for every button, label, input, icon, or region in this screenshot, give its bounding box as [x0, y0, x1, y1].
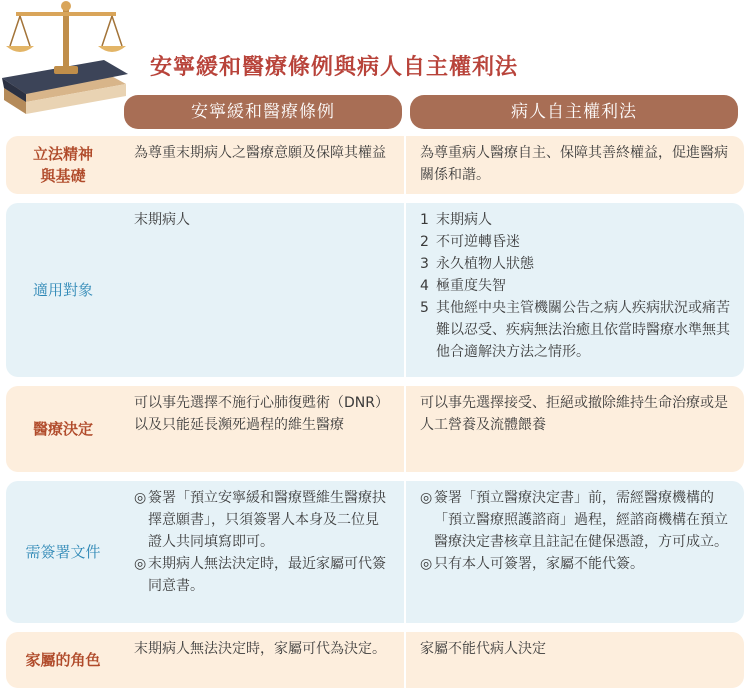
column-header-patient-autonomy-act: 病人自主權利法 — [410, 95, 738, 129]
list-item: ◎ 簽署「預立安寧緩和醫療暨維生醫療抉擇意願書」，只須簽署人本身及二位見證人共同填寫即可。 — [134, 490, 386, 550]
row-label-legislative-spirit: 立法精神 與基礎 — [6, 136, 120, 194]
list-item: 3 永久植物人狀態 — [420, 256, 534, 272]
page-title: 安寧緩和醫療條例與病人自主權利法 — [150, 55, 519, 80]
list-item: 4 極重度失智 — [420, 278, 506, 294]
cell-autonomy-medical-decision: 可以事先選擇接受、拒絕或撤除維持生命治療或是人工營養及流體餵養 — [406, 386, 744, 472]
cell-autonomy-applicable-subjects — [406, 203, 744, 377]
cell-hospice-legislative-spirit: 為尊重末期病人之醫療意願及保障其權益 — [120, 136, 404, 194]
list-item: ◎ 只有本人可簽署，家屬不能代簽。 — [420, 556, 644, 572]
row-label-required-documents: 需簽署文件 — [6, 481, 120, 623]
cell-hospice-required-documents — [120, 481, 404, 623]
cell-hospice-medical-decision: 可以事先選擇不施行心肺復甦術（DNR）以及只能延長瀕死過程的維生醫療 — [120, 386, 404, 472]
cell-hospice-applicable-subjects: 末期病人 — [120, 203, 404, 377]
cell-hospice-family-role: 末期病人無法決定時，家屬可代為決定。 — [120, 632, 404, 688]
list-item: 5 其他經中央主管機關公告之病人疾病狀況或痛苦難以忍受、疾病無法治癒且依當時醫療水準無其他合適解決方法之情形。 — [420, 300, 730, 360]
law-scales-and-book-icon — [0, 0, 140, 122]
list-item: ◎ 簽署「預立醫療決定書」前，需經醫療機構的「預立醫療照護諮商」過程，經諮商機構在預立醫療決定書核章且註記在健保憑證，方可成立。 — [420, 490, 728, 550]
list-item: 1 末期病人 — [420, 212, 492, 228]
column-header-hospice-act: 安寧緩和醫療條例 — [124, 95, 402, 129]
list-item: ◎ 末期病人無法決定時，最近家屬可代簽同意書。 — [134, 556, 386, 594]
row-label-family-role: 家屬的角色 — [6, 632, 120, 688]
cell-autonomy-legislative-spirit: 為尊重病人醫療自主、保障其善終權益，促進醫病關係和諧。 — [406, 136, 744, 194]
list-item: 2 不可逆轉昏迷 — [420, 234, 520, 250]
row-label-applicable-subjects: 適用對象 — [6, 203, 120, 377]
cell-autonomy-required-documents — [406, 481, 744, 623]
row-label-medical-decision: 醫療決定 — [6, 386, 120, 472]
cell-autonomy-family-role: 家屬不能代病人決定 — [406, 632, 744, 688]
